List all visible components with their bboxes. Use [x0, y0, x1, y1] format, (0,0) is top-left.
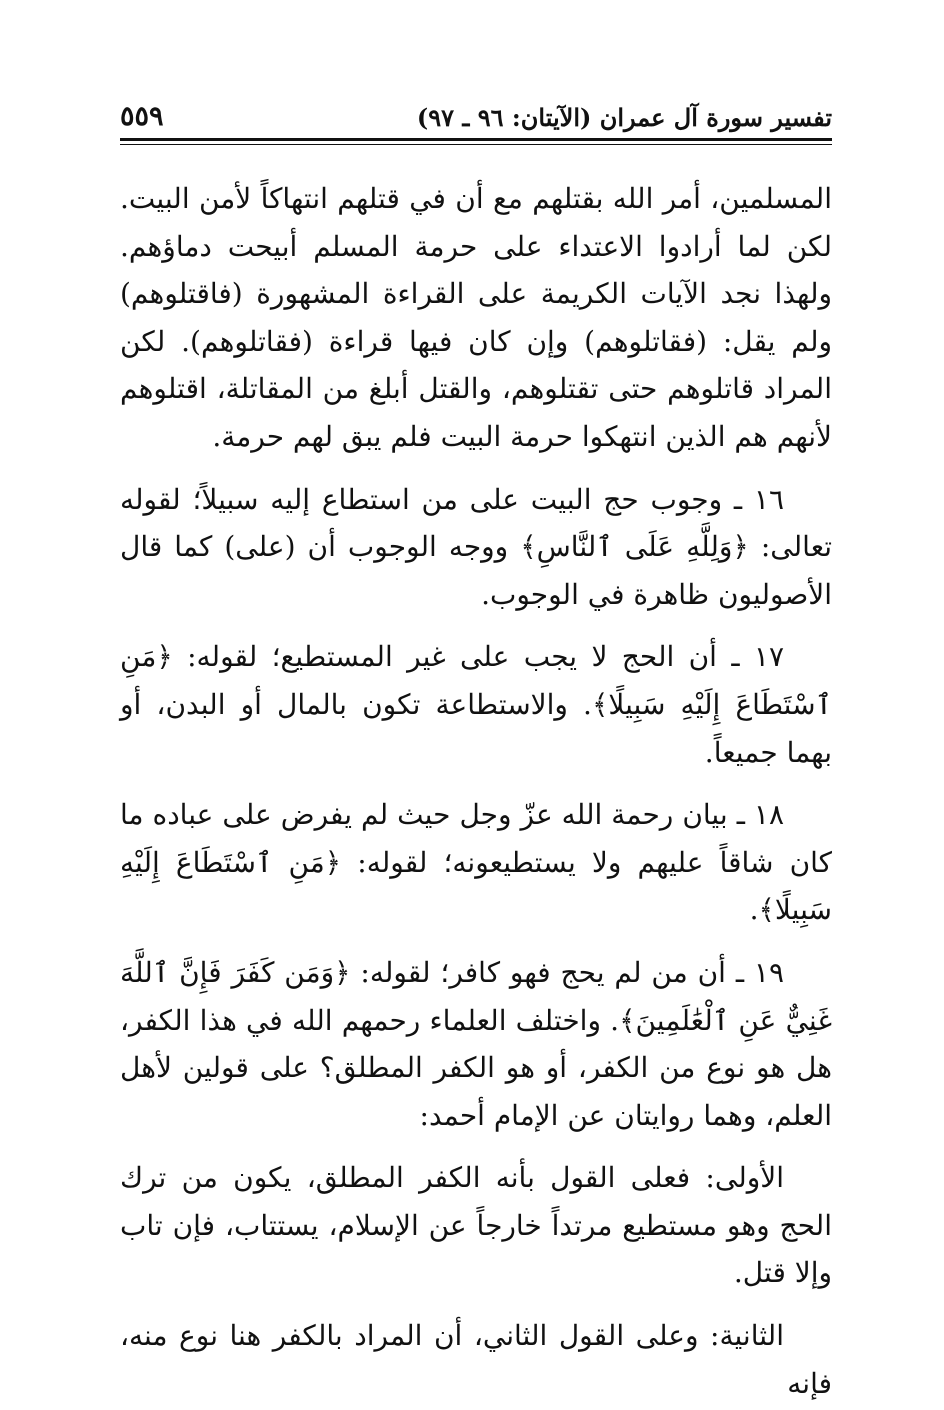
- page-number: ٥٥٩: [120, 101, 164, 132]
- paragraph-point-17: ١٧ ـ أن الحج لا يجب على غير المستطيع؛ لقوله: ﴿مَنِ ٱسْتَطَاعَ إِلَيْهِ سَبِيلًا﴾. والاستطاعة تكون بالمال أو البدن، أو بهما جميعاً.: [120, 640, 832, 769]
- paragraph-point-18: ١٨ ـ بيان رحمة الله عزّ وجل حيث لم يفرض على عباده ما كان شاقاً عليهم ولا يستطيعونه؛ لقوله: ﴿مَنِ ٱسْتَطَاعَ إِلَيْهِ سَبِيلًا﴾.: [120, 798, 832, 927]
- running-title: تفسير سورة آل عمران (الآيتان: ٩٦ ـ ٩٧): [416, 103, 832, 132]
- paragraph-point-19: ١٩ ـ أن من لم يحج فهو كافر؛ لقوله: ﴿وَمَن كَفَرَ فَإِنَّ ٱللَّهَ غَنِيٌّ عَنِ ٱلْعَٰلَمِينَ﴾. واختلف العلماء رحمهم الله في هذا الكفر، هل هو نوع من الكفر، أو هو الكفر المطلق؟ على قولين لأهل العلم، وهما روايتان عن الإمام أحمد:: [120, 955, 832, 1132]
- header-rule-thick: [120, 138, 832, 141]
- paragraph-continuation: المسلمين، أمر الله بقتلهم مع أن في قتلهم انتهاكاً لأمن البيت. لكن لما أرادوا الاعتداء على حرمة المسلم أبيحت دماؤهم. ولهذا نجد الآيات الكريمة على القراءة المشهورة (فاقتلوهم) ولم يقل: (فقاتلوهم) وإن كان فيها قراءة (فقاتلوهم). لكن المراد قاتلوهم حتى تقتلوهم، والقتل أبلغ من المقاتلة، اقتلوهم لأنهم هم الذين انتهكوا حرمة البيت فلم يبق لهم حرمة.: [120, 182, 832, 453]
- paragraph-second-opinion: الثانية: وعلى القول الثاني، أن المراد بالكفر هنا نوع منه، فإنه: [120, 1319, 832, 1400]
- header-rule-thin: [120, 144, 832, 145]
- page-body: [120, 175, 832, 1407]
- paragraph-point-16: ١٦ ـ وجوب حج البيت على من استطاع إليه سبيلاً؛ لقوله تعالى: ﴿وَلِلَّهِ عَلَى ٱلنَّاسِ﴾ ووجه الوجوب أن (على) كما قال الأصوليون ظاهرة في الوجوب.: [120, 482, 832, 611]
- paragraph-first-opinion: الأولى: فعلى القول بأنه الكفر المطلق، يكون من ترك الحج وهو مستطيع مرتداً خارجاً عن الإسلام، يستتاب، فإن تاب وإلا قتل.: [120, 1161, 832, 1290]
- page-header: [120, 92, 832, 132]
